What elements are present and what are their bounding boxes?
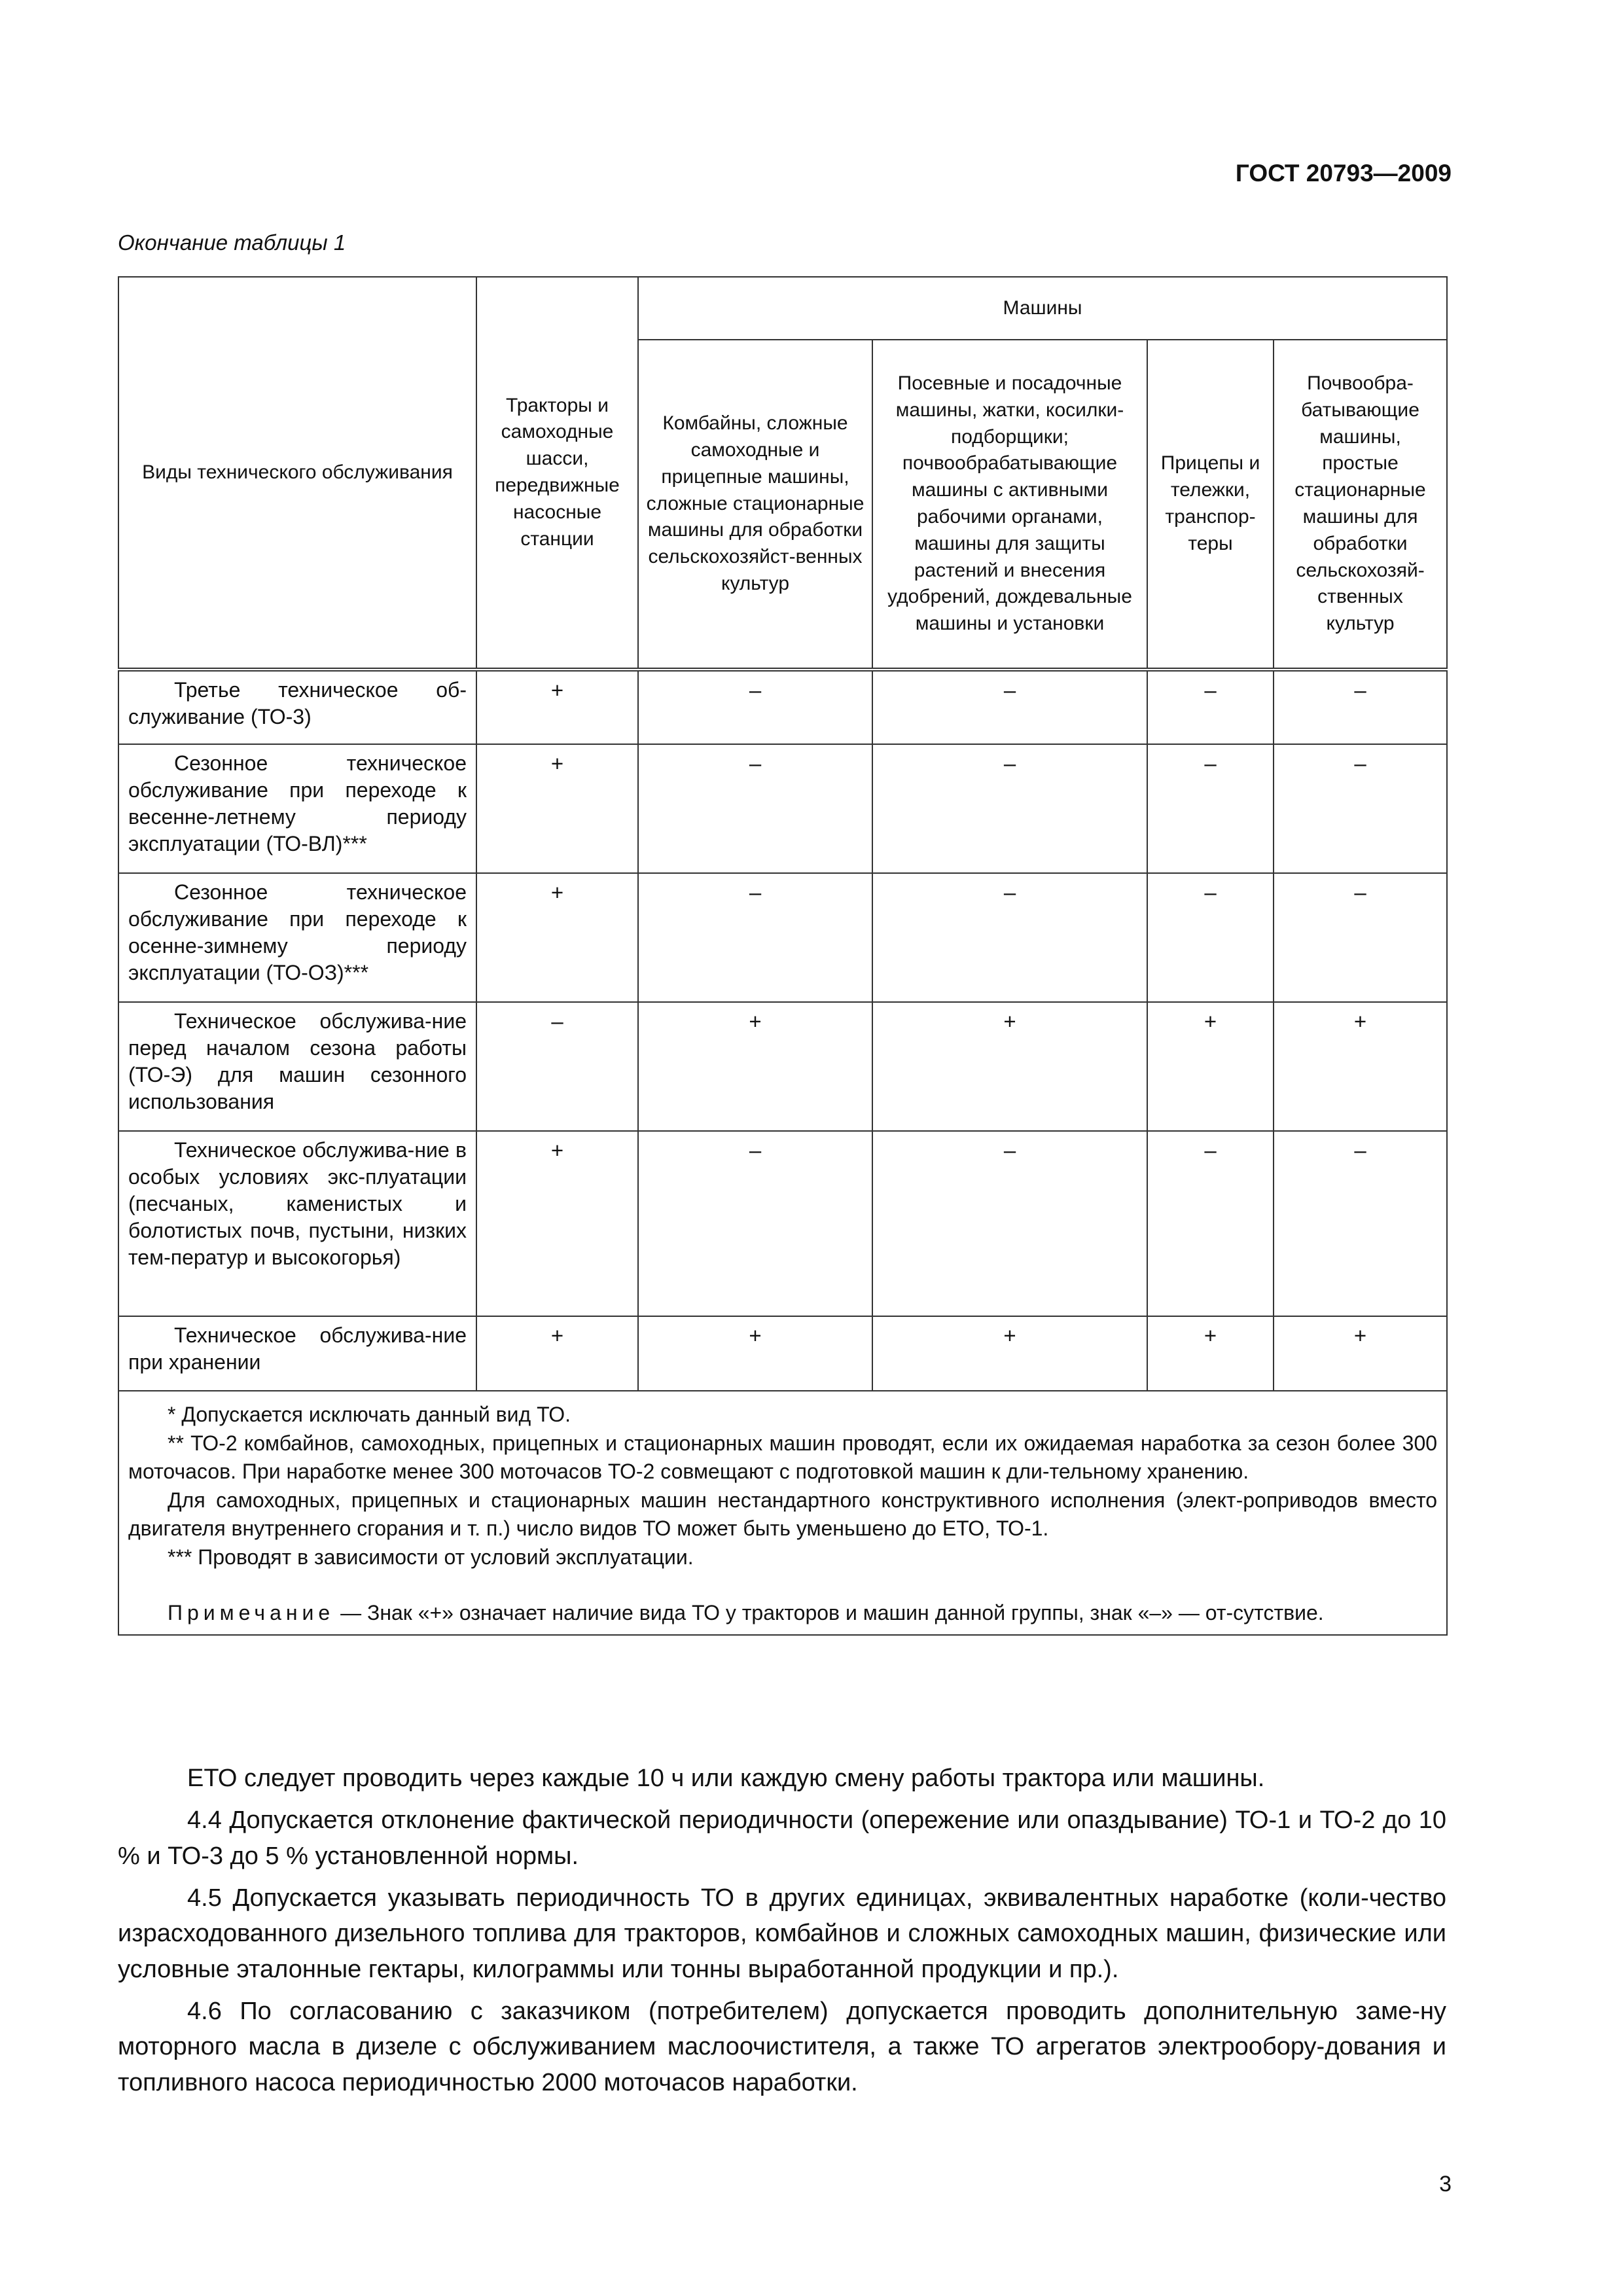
mark-cell: + [476,873,638,1002]
mark-cell: + [638,1316,872,1391]
table-notes [118,1391,1447,1635]
header-seeders: Посевные и посадочные машины, жатки, косилки-подборщики; почвообрабатывающие машины с активными рабочими органами, машины для защиты растений и внесения удобрений, дождевальные машины и установки [872,340,1147,670]
row-name: Техническое обслужива-ние в особых условиях экс-плуатации (песчаных, каменистых и болотистых почв, пустыни, низких тем-ператур и высокогорья) [118,1131,476,1316]
mark-cell: + [1147,1002,1274,1131]
table-note [128,1599,1437,1628]
mark-cell: – [1147,670,1274,744]
mark-cell: – [1147,1131,1274,1316]
row-name: Сезонное техническое обслуживание при переходе к осенне-зимнему периоду эксплуатации (ТО-ОЗ)*** [118,873,476,1002]
mark-cell: + [872,1002,1147,1131]
table-row [118,1131,1447,1316]
mark-cell: + [1147,1316,1274,1391]
mark-cell: + [476,1316,638,1391]
body-text [118,1761,1446,2107]
header-soil: Почвообра-батывающие машины, простые стационарные машины для обработки сельскохозяй-ственных культур [1274,340,1447,670]
header-kinds: Виды технического обслуживания [118,277,476,670]
mark-cell: – [638,1131,872,1316]
paragraph-4-4: 4.4 Допускается отклонение фактической периодичности (опережение или опаздывание) ТО-1 и ТО-2 до 10 % и ТО-3 до 5 % установленной нормы. [118,1806,1446,1870]
table-row [118,670,1447,744]
mark-cell: – [1147,744,1274,873]
paragraph-4-5: 4.5 Допускается указывать периодичность ТО в других единицах, эквивалентных наработке (коли-чество израсходованного дизельного топлива для тракторов, комбайнов и сложных самоходных машин, физические или условные эталонные гектары, килограммы или тонны выработанной продукции и пр.). [118,1884,1446,1983]
table-notes-row [118,1391,1447,1635]
mark-cell: – [872,873,1147,1002]
mark-cell: + [1274,1002,1447,1131]
row-name: Техническое обслужива-ние при хранении [118,1316,476,1391]
table-row [118,1316,1447,1391]
header-tractors: Тракторы и самоходные шасси, передвижные насосные станции [476,277,638,670]
table-row [118,873,1447,1002]
row-name: Сезонное техническое обслуживание при переходе к весенне-летнему периоду эксплуатации (ТО-ВЛ)*** [118,744,476,873]
mark-cell: – [476,1002,638,1131]
header-trailers: Прицепы и тележки, транспор-теры [1147,340,1274,670]
mark-cell: – [1274,744,1447,873]
note-text: — Знак «+» означает наличие вида ТО у тракторов и машин данной группы, знак «–» — от-сутствие. [334,1601,1324,1625]
header-combines: Комбайны, сложные самоходные и прицепные машины, сложные стационарные машины для обработки сельскохозяйст-венных культур [638,340,872,670]
mark-cell: + [476,744,638,873]
table-caption: Окончание таблицы 1 [118,230,346,255]
row-name: Техническое обслужива-ние перед началом сезона работы (ТО-Э) для машин сезонного использования [118,1002,476,1131]
mark-cell: – [638,744,872,873]
mark-cell: + [476,1131,638,1316]
mark-cell: – [1274,670,1447,744]
mark-cell: – [1274,1131,1447,1316]
mark-cell: + [638,1002,872,1131]
mark-cell: – [872,744,1147,873]
page-number: 3 [1439,2172,1452,2197]
row-name: Третье техническое об-служивание (ТО-3) [118,670,476,744]
mark-cell: – [638,873,872,1002]
header-machines-group: Машины [638,277,1447,340]
table-row [118,1002,1447,1131]
paragraph-eto: ЕТО следует проводить через каждые 10 ч или каждую смену работы трактора или машины. [187,1765,1265,1792]
footnote-2-extra: Для самоходных, прицепных и стационарных машин нестандартного конструктивного исполнения (элект-роприводов вместо двигателя внутреннего сгорания и т. п.) число видов ТО может быть уменьшено до ЕТО, ТО-1. [128,1488,1438,1541]
mark-cell: + [476,670,638,744]
table-row [118,744,1447,873]
document-code: ГОСТ 20793—2009 [1235,160,1452,187]
notes-spacer [128,1571,1437,1599]
footnote-3: *** Проводят в зависимости от условий эксплуатации. [168,1545,694,1569]
footnote-2: ** ТО-2 комбайнов, самоходных, прицепных и стационарных машин проводят, если их ожидаемая наработка за сезон более 300 моточасов. При наработке менее 300 моточасов ТО-2 совмещают с подготовкой машин к дли-тельному хранению. [128,1431,1438,1484]
note-label: Примечание [168,1601,335,1625]
maintenance-table [118,276,1448,1636]
mark-cell: – [1147,873,1274,1002]
mark-cell: – [872,670,1147,744]
mark-cell: – [872,1131,1147,1316]
footnote-1: * Допускается исключать данный вид ТО. [168,1403,571,1426]
mark-cell: + [1274,1316,1447,1391]
paragraph-4-6: 4.6 По согласованию с заказчиком (потребителем) допускается проводить дополнительную заме-ну моторного масла в дизеле с обслуживанием маслоочистителя, а также ТО агрегатов электрообору-дования и топливного насоса периодичностью 2000 моточасов наработки. [118,1997,1446,2096]
mark-cell: + [872,1316,1147,1391]
mark-cell: – [1274,873,1447,1002]
mark-cell: – [638,670,872,744]
